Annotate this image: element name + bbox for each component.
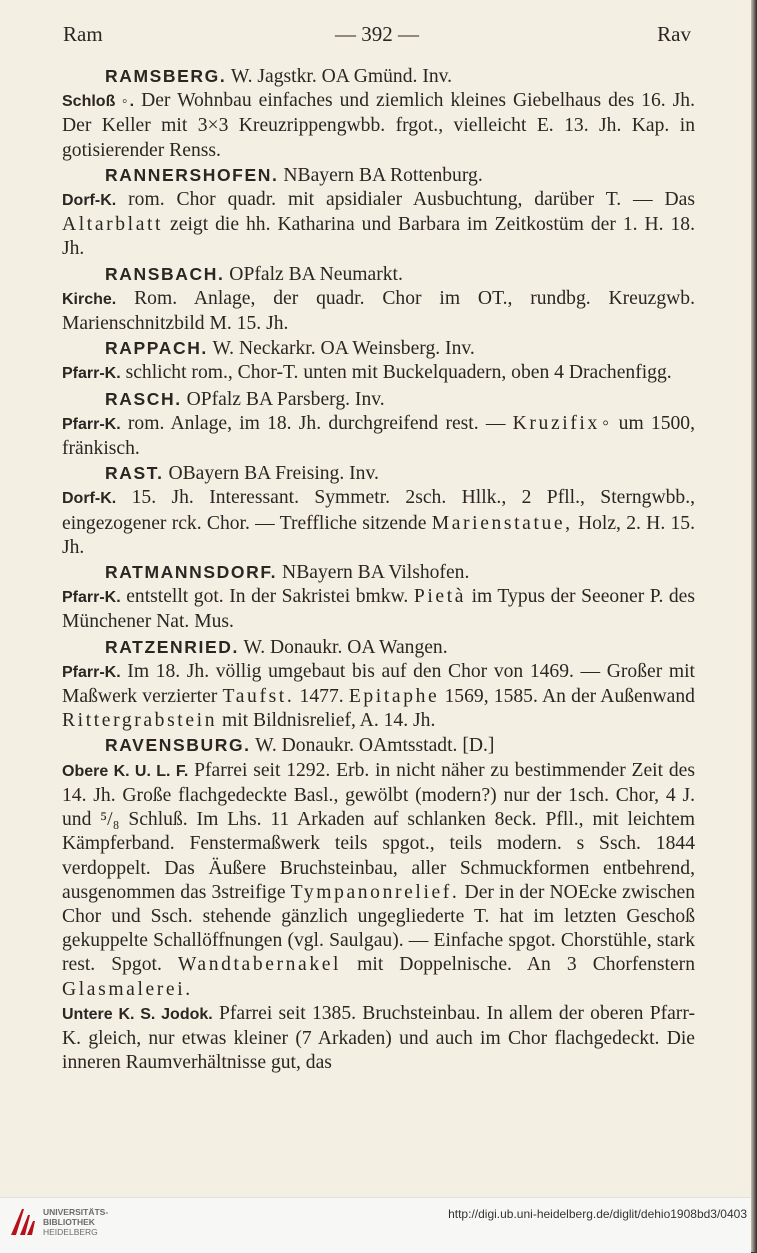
library-logo-text (43, 1207, 108, 1237)
body-text (62, 64, 695, 1075)
building-label: Pfarr-K. (62, 663, 121, 681)
emphasized-term: Pietà (413, 586, 467, 608)
page-edge-shadow (751, 0, 757, 1252)
text-run: entstellt got. In der Sakristei bmkw. (120, 586, 414, 608)
text-run: Rom. Anlage, der quadr. Chor im OT., rundbg. Kreuzgwb. Marienschnitzbild M. 15. Jh. (62, 287, 695, 335)
entry-location: W. Jagstkr. OA Gmünd. Inv. (226, 66, 453, 87)
entry-paragraph (62, 759, 695, 1002)
entry-heading (62, 560, 695, 585)
running-head-right: Rav (657, 22, 691, 46)
entry-paragraph (62, 287, 695, 336)
text-run: schlicht rom., Chor-T. unten mit Buckelquadern, oben 4 Drachenfigg. (120, 362, 672, 384)
entry-heading (62, 635, 695, 660)
entry-heading (62, 64, 695, 89)
text-run: Pfarrei seit 1292. Erb. in nicht näher zu bestimmender Zeit des 14. Jh. Große flachgedeckte Basl., gewölbt (modern?) nur der 1sch. Chor, 4 J. und ⁵/₈ Schluß. Im Lhs. 11 Arkaden auf schlanken 8eck. Pfll., mit leichtem Kämpferband. Fenstermaßwerk teils spgot., teils modern. s Ssch. 1844 verdoppelt. Das Äußere Bruchsteinbau, aller Schmuckformen entbehrend, ausgenommen das 3streifige (62, 759, 695, 903)
entry-paragraph (62, 89, 695, 163)
building-label: Dorf-K. (62, 490, 117, 508)
headword: RAPPACH. (105, 338, 208, 359)
entry-paragraph (62, 1002, 695, 1076)
emphasized-term: Tympanonrelief. (290, 881, 460, 903)
entry-location: OPfalz BA Neumarkt. (224, 263, 403, 285)
headword: RANNERSHOFEN. (105, 164, 279, 185)
running-head (63, 22, 691, 48)
viewer-footer (0, 1197, 751, 1253)
text-run: Holz, 2. H. 15. Jh. (62, 512, 695, 558)
emphasized-term: Rittergrabstein (62, 710, 218, 732)
text-run: zeigt die hh. Katharina und Barbara im Zeitkostüm der 1. H. 18. Jh. (62, 214, 695, 260)
page-number: — 392 — (335, 22, 419, 46)
headword: RAMSBERG. (105, 66, 227, 86)
entry-location: W. Neckarkr. OA Weinsberg. Inv. (207, 338, 475, 360)
building-label: Pfarr-K. (62, 589, 121, 607)
library-logo-icon (8, 1207, 38, 1237)
text-run: Pfarrei seit 1385. Bruchsteinbau. In allem der oberen Pfarr-K. gleich, nur etwas kleiner (7 Arkaden) und auch im Chor flachgedeckt. Die inneren Raumverhältnisse gut, das (62, 1002, 695, 1074)
building-label: Pfarr-K. (62, 365, 121, 383)
source-url[interactable]: http://digi.ub.uni-heidelberg.de/diglit/dehio1908bd3/0403 (448, 1207, 747, 1221)
emphasized-term: Altarblatt (62, 214, 164, 236)
entry-location: OPfalz BA Parsberg. Inv. (181, 388, 385, 410)
building-label: Pfarr-K. (62, 415, 121, 433)
entry-location: OBayern BA Freising. Inv. (163, 463, 379, 485)
logo-line-2: BIBLIOTHEK (43, 1217, 95, 1227)
emphasized-term: Glasmalerei. (62, 978, 193, 1000)
entry-paragraph (62, 361, 695, 386)
text-run: mit Doppelnische. An 3 Chorfenstern (341, 954, 695, 976)
running-head-left: Ram (63, 22, 103, 46)
building-label: Obere K. U. L. F. (62, 762, 189, 780)
building-label: Dorf-K. (62, 192, 117, 210)
entry-heading (62, 733, 695, 758)
text-run: im Typus der Seeoner P. des Münchener Nat. Mus. (62, 586, 696, 633)
building-label: Untere K. S. Jodok. (62, 1005, 213, 1023)
building-label: Kirche. (62, 290, 117, 308)
building-label: Schloß ◦. (62, 93, 135, 111)
text-run: 1569, 1585. An der Außenwand (439, 686, 695, 708)
text-run: Der Wohnbau einfaches und ziemlich kleines Giebelhaus des 16. Jh. Der Keller mit 3×3 Kreuzrippengwbb. frgot., vielleicht E. 13. Jh. Kap. in gotisierender Renss. (62, 90, 695, 161)
entry-paragraph (62, 660, 695, 734)
text-run: ◦ um 1500, fränkisch. (62, 412, 695, 460)
entry-location: NBayern BA Vilshofen. (277, 562, 470, 584)
headword: RAST. (105, 463, 164, 484)
entry-location: W. Donaukr. OA Wangen. (238, 636, 448, 658)
headword: RAVENSBURG. (105, 735, 251, 756)
entry-heading (62, 163, 695, 188)
text-run: rom. Chor quadr. mit apsidialer Ausbuchtung, darüber T. — Das (116, 189, 695, 211)
entry-heading (62, 336, 695, 361)
entry-location: W. Donaukr. OAmtsstadt. [D.] (250, 735, 495, 757)
text-run: Im 18. Jh. völlig umgebaut bis auf den Chor von 1469. — Großer mit Maßwerk verzierter (62, 660, 695, 708)
logo-line-1: UNIVERSITÄTS- (43, 1207, 109, 1217)
text-run: mit Bildnisrelief, A. 14. Jh. (217, 710, 436, 732)
text-run: Der in der NOEcke zwischen Chor und Ssch. stehende gänzlich ungegliederte T. hat im letzten Geschoß gekuppelte Schallöffnungen (vgl. Saulgau). — Einfache spgot. Chorstühle, stark rest. Spgot. (62, 881, 695, 976)
emphasized-term: Epitaphe (348, 686, 440, 708)
text-run: rom. Anlage, im 18. Jh. durchgreifend rest. — (120, 412, 513, 434)
headword: RATMANNSDORF. (105, 562, 278, 583)
text-run: 1477. (294, 686, 349, 708)
emphasized-term: Marienstatue, (431, 512, 573, 534)
logo-line-3: HEIDELBERG (43, 1227, 98, 1237)
entry-paragraph (62, 412, 695, 461)
entry-heading (62, 387, 695, 412)
entry-paragraph (62, 188, 695, 262)
emphasized-term: Wandtabernakel (177, 954, 342, 976)
emphasized-term: Kruzifix (512, 412, 600, 434)
headword: RATZENRIED. (105, 636, 239, 657)
headword: RANSBACH. (105, 263, 225, 284)
entry-heading (62, 262, 695, 287)
emphasized-term: Taufst. (222, 686, 295, 708)
entry-paragraph (62, 585, 695, 634)
headword: RASCH. (105, 388, 182, 409)
entry-heading (62, 461, 695, 486)
entry-location: NBayern BA Rottenburg. (278, 164, 483, 186)
text-run: 15. Jh. Interessant. Symmetr. 2sch. Hllk., 2 Pfll., Sterngwbb., eingezogener rck. Chor. — Treffliche sitzende (62, 487, 695, 534)
entry-paragraph (62, 486, 695, 560)
